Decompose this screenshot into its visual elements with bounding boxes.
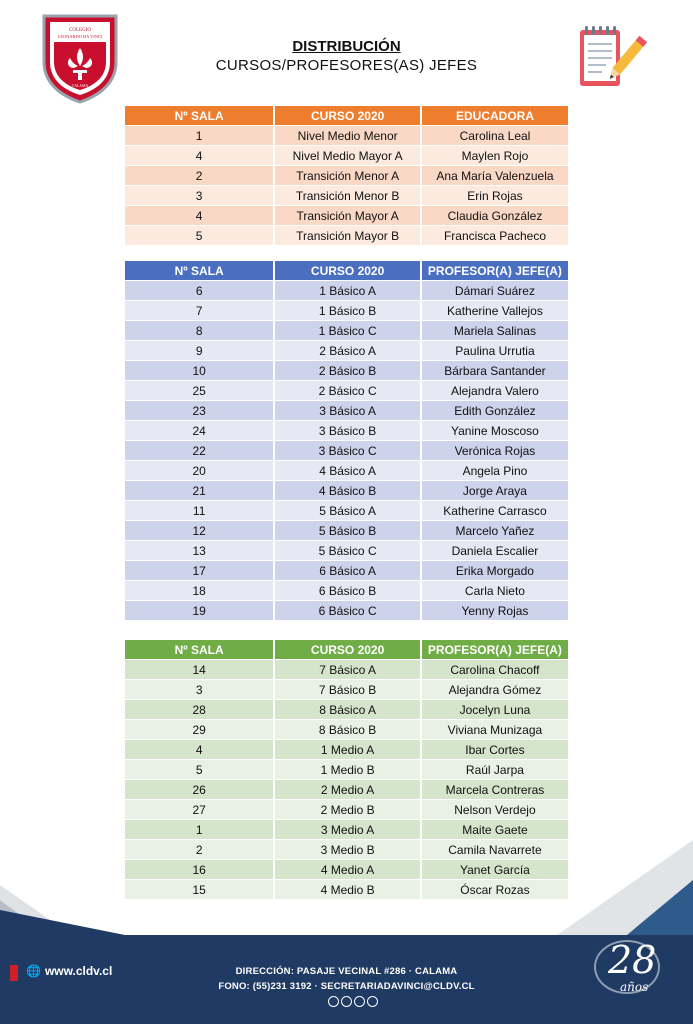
table-header-row (125, 261, 568, 280)
cell-profesor: Óscar Rozas (422, 879, 568, 899)
table-row (125, 420, 568, 440)
cell-curso: Transición Mayor A (275, 205, 422, 225)
cell-curso: 5 Básico B (275, 520, 422, 540)
cell-sala: 1 (125, 819, 275, 839)
cell-profesor: Alejandra Valero (422, 380, 568, 400)
page-subtitle: CURSOS/PROFESORES(AS) JEFES (215, 57, 478, 74)
header-profesor: PROFESOR(A) JEFE(A) (422, 261, 568, 280)
table-row (125, 540, 568, 560)
cell-sala: 9 (125, 340, 275, 360)
cell-profesor: Katherine Carrasco (422, 500, 568, 520)
cell-profesor: Paulina Urrutia (422, 340, 568, 360)
cell-profesor: Marcela Contreras (422, 779, 568, 799)
cell-profesor: Edith González (422, 400, 568, 420)
table-basica-1-6 (125, 261, 568, 620)
page-title: DISTRIBUCIÓN (292, 38, 401, 55)
cell-sala: 27 (125, 799, 275, 819)
table-row (125, 699, 568, 719)
cell-profesor: Jorge Araya (422, 480, 568, 500)
table-parvularia (125, 106, 568, 245)
cell-curso: 6 Básico A (275, 560, 422, 580)
table-row (125, 799, 568, 819)
cell-curso: 3 Medio A (275, 819, 422, 839)
cell-sala: 18 (125, 580, 275, 600)
cell-curso: 6 Básico B (275, 580, 422, 600)
cell-sala: 13 (125, 540, 275, 560)
table-row (125, 600, 568, 620)
globe-icon: 🌐 (26, 964, 41, 978)
cell-curso: 7 Básico B (275, 679, 422, 699)
table-row (125, 205, 568, 225)
header-curso: CURSO 2020 (275, 106, 422, 125)
header-sala: Nº SALA (125, 261, 275, 280)
cell-sala: 14 (125, 659, 275, 679)
cell-profesor: Dámari Suárez (422, 280, 568, 300)
cell-profesor: Mariela Salinas (422, 320, 568, 340)
notepad-pencil-icon (574, 22, 648, 94)
cell-profesor: Yenny Rojas (422, 600, 568, 620)
cell-curso: 2 Medio A (275, 779, 422, 799)
cell-curso: 3 Básico B (275, 420, 422, 440)
cell-sala: 8 (125, 320, 275, 340)
table-row (125, 500, 568, 520)
table-row (125, 380, 568, 400)
cell-profesor: Angela Pino (422, 460, 568, 480)
header-sala: Nº SALA (125, 106, 275, 125)
header-curso: CURSO 2020 (275, 640, 422, 659)
cell-profesor: Viviana Munizaga (422, 719, 568, 739)
cell-sala: 12 (125, 520, 275, 540)
cell-profesor: Maylen Rojo (422, 145, 568, 165)
youtube-icon[interactable] (367, 996, 378, 1007)
cell-curso: Nivel Medio Menor (275, 125, 422, 145)
cell-curso: 5 Básico C (275, 540, 422, 560)
cell-sala: 1 (125, 125, 275, 145)
cell-sala: 4 (125, 739, 275, 759)
header-curso: CURSO 2020 (275, 261, 422, 280)
cell-curso: 5 Básico A (275, 500, 422, 520)
cell-curso: 1 Básico C (275, 320, 422, 340)
cell-sala: 26 (125, 779, 275, 799)
cell-profesor: Jocelyn Luna (422, 699, 568, 719)
cell-profesor: Ana María Valenzuela (422, 165, 568, 185)
cell-sala: 5 (125, 759, 275, 779)
cell-profesor: Marcelo Yañez (422, 520, 568, 540)
cell-profesor: Alejandra Gómez (422, 679, 568, 699)
cell-profesor: Erin Rojas (422, 185, 568, 205)
table-row (125, 280, 568, 300)
table-row (125, 185, 568, 205)
cell-sala: 24 (125, 420, 275, 440)
table-row (125, 340, 568, 360)
cell-sala: 22 (125, 440, 275, 460)
cell-profesor: Raúl Jarpa (422, 759, 568, 779)
cell-curso: 8 Básico B (275, 719, 422, 739)
cell-curso: 7 Básico A (275, 659, 422, 679)
table-row (125, 739, 568, 759)
cell-profesor: Carolina Leal (422, 125, 568, 145)
cell-curso: 1 Medio B (275, 759, 422, 779)
logo-text-bottom: CALAMA (71, 84, 89, 88)
table-row (125, 659, 568, 679)
cell-curso: 2 Medio B (275, 799, 422, 819)
table-row (125, 759, 568, 779)
cell-sala: 17 (125, 560, 275, 580)
anniversary-number: 28 (608, 938, 657, 982)
cell-profesor: Yanet García (422, 859, 568, 879)
anniversary-label: años (620, 980, 649, 994)
cell-sala: 20 (125, 460, 275, 480)
header-sala: Nº SALA (125, 640, 275, 659)
cell-sala: 5 (125, 225, 275, 245)
table-row (125, 125, 568, 145)
cell-profesor: Camila Navarrete (422, 839, 568, 859)
cell-sala: 19 (125, 600, 275, 620)
footer-contact: FONO: (55)231 3192 · SECRETARIADAVINCI@CLDV.CL (218, 981, 475, 992)
cell-sala: 21 (125, 480, 275, 500)
social-icons (328, 996, 378, 1007)
cell-sala: 6 (125, 280, 275, 300)
cell-profesor: Nelson Verdejo (422, 799, 568, 819)
cell-profesor: Claudia González (422, 205, 568, 225)
cell-sala: 23 (125, 400, 275, 420)
cell-profesor: Bárbara Santander (422, 360, 568, 380)
table-row (125, 520, 568, 540)
table-header-row (125, 640, 568, 659)
instagram-icon[interactable] (341, 996, 352, 1007)
table-row (125, 779, 568, 799)
twitter-icon[interactable] (354, 996, 365, 1007)
table-row (125, 360, 568, 380)
cell-profesor: Maite Gaete (422, 819, 568, 839)
header-profesor: PROFESOR(A) JEFE(A) (422, 640, 568, 659)
website-link[interactable]: www.cldv.cl (44, 964, 113, 978)
footer-address: DIRECCIÓN: PASAJE VECINAL #286 · CALAMA (235, 966, 458, 977)
table-row (125, 320, 568, 340)
cell-curso: 4 Medio B (275, 879, 422, 899)
cell-profesor: Carolina Chacoff (422, 659, 568, 679)
cell-profesor: Yanine Moscoso (422, 420, 568, 440)
cell-curso: 8 Básico A (275, 699, 422, 719)
cell-curso: 3 Medio B (275, 839, 422, 859)
cell-profesor: Daniela Escalier (422, 540, 568, 560)
cell-sala: 10 (125, 360, 275, 380)
table-row (125, 165, 568, 185)
cell-curso: 6 Básico C (275, 600, 422, 620)
table-row (125, 819, 568, 839)
facebook-icon[interactable] (328, 996, 339, 1007)
cell-curso: 1 Básico A (275, 280, 422, 300)
cell-sala: 25 (125, 380, 275, 400)
cell-sala: 3 (125, 679, 275, 699)
cell-profesor: Katherine Vallejos (422, 300, 568, 320)
anniversary-badge (594, 938, 664, 998)
header-educadora: EDUCADORA (422, 106, 568, 125)
cell-sala: 4 (125, 145, 275, 165)
table-row (125, 400, 568, 420)
table-row (125, 145, 568, 165)
cell-curso: 1 Básico B (275, 300, 422, 320)
cell-sala: 4 (125, 205, 275, 225)
cell-curso: 2 Básico C (275, 380, 422, 400)
table-row (125, 300, 568, 320)
cell-curso: 2 Básico A (275, 340, 422, 360)
table-row (125, 480, 568, 500)
table-row (125, 719, 568, 739)
cell-curso: 4 Medio A (275, 859, 422, 879)
cell-curso: 4 Básico B (275, 480, 422, 500)
cell-profesor: Carla Nieto (422, 580, 568, 600)
cell-curso: Transición Menor A (275, 165, 422, 185)
table-row (125, 440, 568, 460)
table-row (125, 560, 568, 580)
table-row (125, 460, 568, 480)
cell-sala: 3 (125, 185, 275, 205)
table-header-row (125, 106, 568, 125)
cell-sala: 7 (125, 300, 275, 320)
cell-curso: Nivel Medio Mayor A (275, 145, 422, 165)
cell-profesor: Erika Morgado (422, 560, 568, 580)
cell-curso: Transición Mayor B (275, 225, 422, 245)
logo-text-top: COLEGIO (69, 28, 91, 33)
cell-sala: 11 (125, 500, 275, 520)
cell-sala: 2 (125, 839, 275, 859)
cell-sala: 28 (125, 699, 275, 719)
cell-curso: 3 Básico C (275, 440, 422, 460)
cell-curso: 1 Medio A (275, 739, 422, 759)
cell-sala: 15 (125, 879, 275, 899)
cell-profesor: Francisca Pacheco (422, 225, 568, 245)
table-row (125, 679, 568, 699)
cell-curso: 4 Básico A (275, 460, 422, 480)
cell-profesor: Verónica Rojas (422, 440, 568, 460)
cell-sala: 16 (125, 859, 275, 879)
logo-text-mid: LEONARDO DA VINCI (57, 34, 103, 39)
cell-sala: 29 (125, 719, 275, 739)
cell-sala: 2 (125, 165, 275, 185)
cell-curso: 3 Básico A (275, 400, 422, 420)
table-row (125, 225, 568, 245)
cell-curso: 2 Básico B (275, 360, 422, 380)
table-row (125, 580, 568, 600)
cell-curso: Transición Menor B (275, 185, 422, 205)
cell-profesor: Ibar Cortes (422, 739, 568, 759)
